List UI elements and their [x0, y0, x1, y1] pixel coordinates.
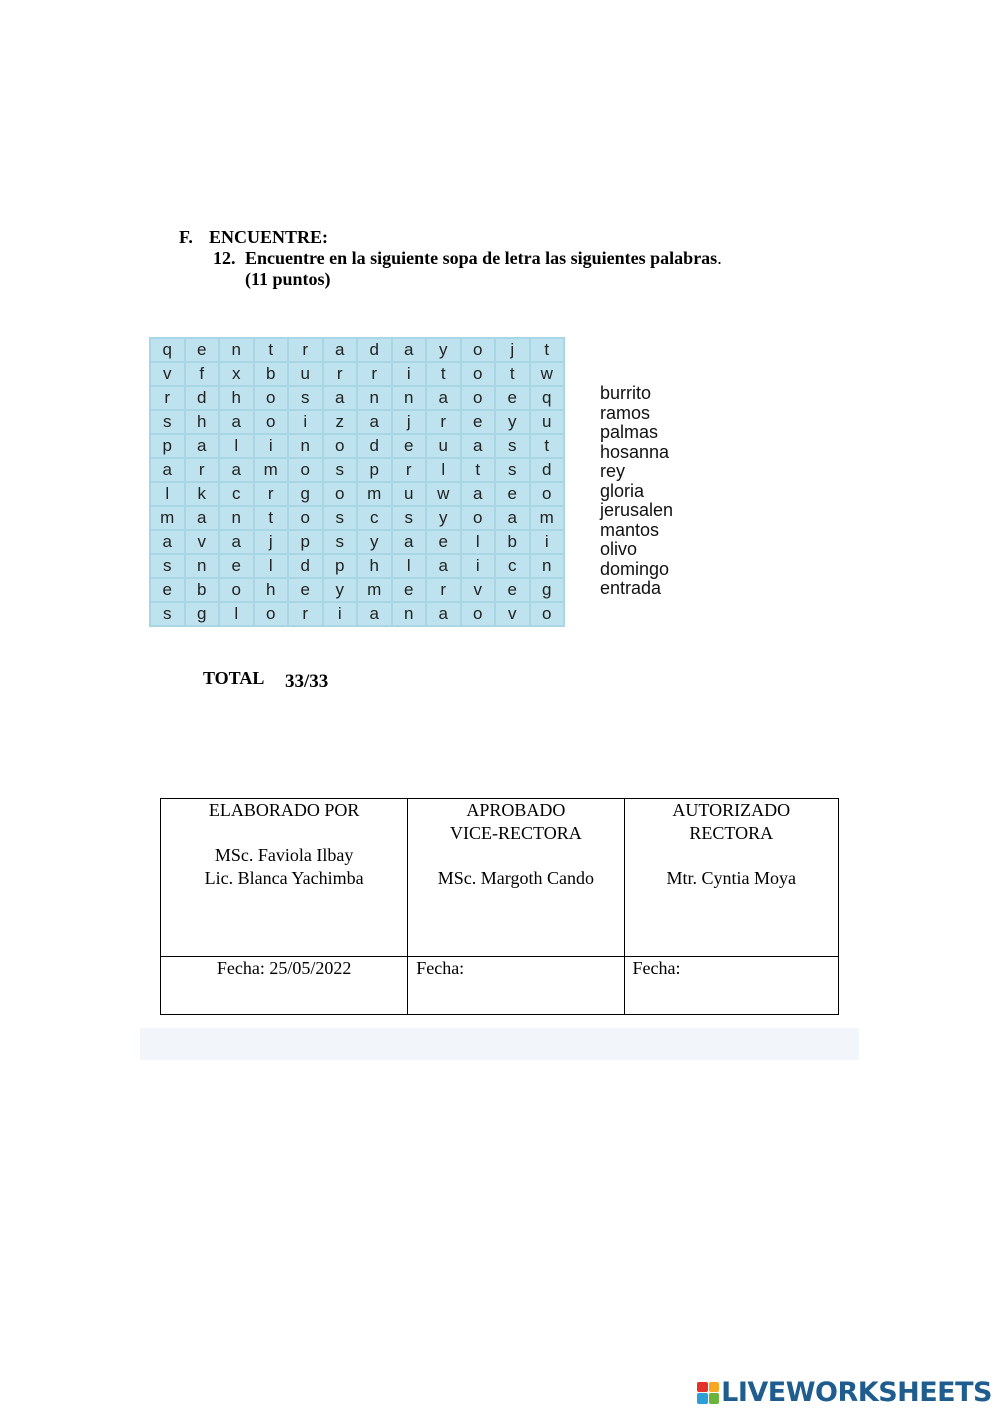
- grid-cell[interactable]: a: [496, 507, 529, 529]
- grid-cell[interactable]: r: [255, 483, 288, 505]
- section-heading: [179, 227, 328, 248]
- grid-cell[interactable]: p: [151, 435, 184, 457]
- grid-cell[interactable]: t: [496, 363, 529, 385]
- grid-cell[interactable]: l: [462, 531, 495, 553]
- grid-cell[interactable]: v: [462, 579, 495, 601]
- grid-cell[interactable]: a: [393, 531, 426, 553]
- word-list-item: mantos: [600, 519, 660, 540]
- word-list-item: hosanna: [600, 441, 670, 462]
- word-list-item: rey: [600, 461, 626, 481]
- grid-cell[interactable]: u: [393, 483, 426, 505]
- grid-cell[interactable]: w: [427, 483, 460, 505]
- autorizado-title: AUTORIZADO: [672, 800, 791, 820]
- signature-table: [160, 798, 839, 1015]
- grid-cell[interactable]: m: [358, 579, 391, 601]
- grid-cell[interactable]: i: [462, 555, 495, 577]
- grid-cell[interactable]: l: [255, 555, 288, 577]
- grid-cell[interactable]: s: [151, 555, 184, 577]
- grid-cell[interactable]: h: [255, 579, 288, 601]
- word-list-item: entrada: [600, 578, 662, 598]
- section-letter: F.: [179, 227, 193, 247]
- grid-cell[interactable]: l: [220, 603, 253, 625]
- grid-cell[interactable]: d: [186, 387, 219, 409]
- grid-cell[interactable]: r: [358, 363, 391, 385]
- grid-cell[interactable]: n: [358, 387, 391, 409]
- grid-cell[interactable]: i: [289, 411, 322, 433]
- word-list-item: burrito: [600, 383, 652, 403]
- grid-cell[interactable]: o: [462, 363, 495, 385]
- grid-cell[interactable]: x: [220, 363, 253, 385]
- grid-cell[interactable]: k: [186, 483, 219, 505]
- grid-cell[interactable]: n: [289, 435, 322, 457]
- word-list-item: palmas: [600, 422, 659, 442]
- grid-cell[interactable]: o: [289, 459, 322, 481]
- grid-cell[interactable]: d: [358, 435, 391, 457]
- aprobado-name: MSc. Margoth Cando: [437, 867, 594, 888]
- grid-cell[interactable]: c: [496, 555, 529, 577]
- grid-cell[interactable]: n: [393, 387, 426, 409]
- grid-cell[interactable]: a: [462, 483, 495, 505]
- total-score-line: [203, 668, 328, 690]
- grid-cell[interactable]: e: [151, 579, 184, 601]
- grid-cell[interactable]: e: [496, 387, 529, 409]
- brand-name: LIVEWORKSHEETS: [721, 1377, 992, 1408]
- autorizado-name: Mtr. Cyntia Moya: [666, 867, 797, 888]
- total-label: TOTAL: [203, 668, 265, 688]
- grid-cell[interactable]: i: [393, 363, 426, 385]
- grid-cell[interactable]: o: [462, 339, 495, 361]
- grid-cell[interactable]: j: [255, 531, 288, 553]
- grid-cell[interactable]: a: [393, 339, 426, 361]
- grid-cell[interactable]: m: [151, 507, 184, 529]
- grid-cell[interactable]: v: [186, 531, 219, 553]
- grid-cell[interactable]: o: [462, 603, 495, 625]
- grid-cell[interactable]: o: [324, 483, 357, 505]
- grid-cell[interactable]: r: [151, 387, 184, 409]
- grid-cell[interactable]: t: [255, 339, 288, 361]
- grid-cell[interactable]: l: [151, 483, 184, 505]
- grid-cell[interactable]: y: [427, 339, 460, 361]
- grid-cell[interactable]: e: [289, 579, 322, 601]
- grid-cell[interactable]: r: [289, 603, 322, 625]
- grid-cell[interactable]: p: [358, 459, 391, 481]
- liveworksheets-brand[interactable]: [697, 1377, 992, 1408]
- grid-cell[interactable]: r: [427, 411, 460, 433]
- grid-cell[interactable]: a: [358, 411, 391, 433]
- grid-cell[interactable]: l: [220, 435, 253, 457]
- question-points: (11 puntos): [245, 269, 331, 289]
- grid-cell[interactable]: e: [462, 411, 495, 433]
- grid-cell[interactable]: r: [289, 339, 322, 361]
- grid-cell[interactable]: f: [186, 363, 219, 385]
- grid-cell[interactable]: g: [531, 579, 564, 601]
- question-period: .: [717, 248, 722, 268]
- grid-cell[interactable]: q: [151, 339, 184, 361]
- grid-cell[interactable]: a: [220, 411, 253, 433]
- grid-cell[interactable]: r: [186, 459, 219, 481]
- elaborado-title: ELABORADO POR: [208, 800, 360, 820]
- grid-cell[interactable]: p: [324, 555, 357, 577]
- grid-cell[interactable]: l: [393, 555, 426, 577]
- grid-cell[interactable]: o: [462, 507, 495, 529]
- autorizado-role: RECTORA: [689, 822, 774, 843]
- elaborado-name-2: Lic. Blanca Yachimba: [204, 867, 364, 888]
- grid-cell[interactable]: a: [427, 555, 460, 577]
- grid-cell[interactable]: o: [289, 507, 322, 529]
- word-list-item: domingo: [600, 558, 670, 579]
- grid-cell[interactable]: b: [255, 363, 288, 385]
- answer-bar: [140, 1028, 859, 1060]
- grid-cell[interactable]: i: [531, 531, 564, 553]
- grid-cell[interactable]: e: [496, 483, 529, 505]
- grid-cell[interactable]: n: [393, 603, 426, 625]
- grid-cell[interactable]: e: [427, 531, 460, 553]
- grid-cell[interactable]: j: [496, 339, 529, 361]
- grid-cell[interactable]: a: [358, 603, 391, 625]
- grid-cell[interactable]: n: [220, 339, 253, 361]
- grid-cell[interactable]: a: [427, 603, 460, 625]
- elaborado-cell: [161, 799, 408, 957]
- grid-cell[interactable]: c: [220, 483, 253, 505]
- grid-cell[interactable]: a: [220, 531, 253, 553]
- grid-cell[interactable]: t: [531, 435, 564, 457]
- grid-cell[interactable]: z: [324, 411, 357, 433]
- total-score: 33/33: [285, 671, 329, 692]
- grid-cell[interactable]: t: [462, 459, 495, 481]
- aprobado-title: APROBADO: [466, 800, 566, 820]
- aprobado-date: Fecha:: [408, 957, 624, 1015]
- grid-cell[interactable]: l: [427, 459, 460, 481]
- grid-cell[interactable]: s: [151, 411, 184, 433]
- grid-cell[interactable]: d: [358, 339, 391, 361]
- grid-cell[interactable]: a: [324, 387, 357, 409]
- liveworksheets-logo-icon: [697, 1382, 719, 1404]
- grid-cell[interactable]: r: [324, 363, 357, 385]
- question-number: 12.: [213, 248, 236, 268]
- grid-cell[interactable]: b: [186, 579, 219, 601]
- grid-cell[interactable]: e: [393, 435, 426, 457]
- grid-cell[interactable]: t: [255, 507, 288, 529]
- grid-cell[interactable]: g: [289, 483, 322, 505]
- grid-cell[interactable]: y: [427, 507, 460, 529]
- grid-cell[interactable]: e: [393, 579, 426, 601]
- grid-cell[interactable]: p: [289, 531, 322, 553]
- grid-cell[interactable]: g: [186, 603, 219, 625]
- grid-cell[interactable]: e: [220, 555, 253, 577]
- grid-cell[interactable]: o: [255, 603, 288, 625]
- grid-cell[interactable]: o: [255, 411, 288, 433]
- grid-cell[interactable]: q: [531, 387, 564, 409]
- elaborado-date: Fecha: 25/05/2022: [161, 957, 408, 1015]
- grid-cell[interactable]: s: [393, 507, 426, 529]
- grid-cell[interactable]: a: [220, 459, 253, 481]
- word-list-item: jerusalen: [600, 500, 674, 520]
- grid-cell[interactable]: a: [186, 507, 219, 529]
- grid-cell[interactable]: b: [496, 531, 529, 553]
- grid-cell[interactable]: o: [255, 387, 288, 409]
- grid-cell[interactable]: o: [462, 387, 495, 409]
- grid-cell[interactable]: h: [186, 411, 219, 433]
- grid-cell[interactable]: a: [186, 435, 219, 457]
- word-list-item: ramos: [600, 402, 651, 423]
- grid-cell[interactable]: h: [358, 555, 391, 577]
- grid-cell[interactable]: m: [531, 507, 564, 529]
- grid-cell[interactable]: t: [531, 339, 564, 361]
- grid-cell[interactable]: a: [324, 339, 357, 361]
- grid-cell[interactable]: y: [358, 531, 391, 553]
- grid-cell[interactable]: y: [496, 411, 529, 433]
- grid-cell[interactable]: s: [324, 459, 357, 481]
- grid-cell[interactable]: j: [393, 411, 426, 433]
- grid-cell[interactable]: s: [324, 507, 357, 529]
- grid-cell[interactable]: v: [151, 363, 184, 385]
- grid-cell[interactable]: n: [531, 555, 564, 577]
- grid-cell[interactable]: a: [151, 459, 184, 481]
- aprobado-cell: [408, 799, 624, 957]
- autorizado-cell: [624, 799, 838, 957]
- grid-cell[interactable]: u: [427, 435, 460, 457]
- elaborado-name-1: MSc. Faviola Ilbay: [214, 845, 354, 865]
- grid-cell[interactable]: r: [393, 459, 426, 481]
- grid-cell[interactable]: o: [324, 435, 357, 457]
- grid-cell[interactable]: e: [186, 339, 219, 361]
- grid-cell[interactable]: m: [255, 459, 288, 481]
- grid-cell[interactable]: y: [324, 579, 357, 601]
- word-list: [600, 384, 673, 599]
- autorizado-date: Fecha:: [624, 957, 838, 1015]
- grid-cell[interactable]: a: [462, 435, 495, 457]
- grid-cell[interactable]: v: [496, 603, 529, 625]
- grid-cell[interactable]: i: [324, 603, 357, 625]
- grid-cell[interactable]: n: [220, 507, 253, 529]
- grid-cell[interactable]: h: [220, 387, 253, 409]
- grid-cell[interactable]: c: [358, 507, 391, 529]
- grid-cell[interactable]: t: [427, 363, 460, 385]
- grid-cell[interactable]: d: [531, 459, 564, 481]
- grid-cell[interactable]: o: [531, 603, 564, 625]
- grid-cell[interactable]: a: [427, 387, 460, 409]
- grid-cell[interactable]: n: [186, 555, 219, 577]
- grid-cell[interactable]: s: [324, 531, 357, 553]
- grid-cell[interactable]: m: [358, 483, 391, 505]
- section-title: ENCUENTRE:: [209, 227, 329, 247]
- grid-cell[interactable]: i: [255, 435, 288, 457]
- grid-cell[interactable]: e: [496, 579, 529, 601]
- question-12: [213, 248, 722, 290]
- grid-cell[interactable]: o: [220, 579, 253, 601]
- word-list-item: gloria: [600, 480, 645, 501]
- word-search-grid[interactable]: [149, 337, 565, 627]
- grid-cell[interactable]: a: [151, 531, 184, 553]
- grid-cell[interactable]: u: [531, 411, 564, 433]
- word-list-item: olivo: [600, 539, 638, 559]
- grid-cell[interactable]: w: [531, 363, 564, 385]
- grid-cell[interactable]: s: [289, 387, 322, 409]
- grid-cell[interactable]: o: [531, 483, 564, 505]
- aprobado-role: VICE-RECTORA: [450, 822, 582, 843]
- question-text: Encuentre en la siguiente sopa de letra las siguientes palabras: [245, 248, 718, 268]
- grid-cell[interactable]: d: [289, 555, 322, 577]
- grid-cell[interactable]: s: [496, 435, 529, 457]
- grid-cell[interactable]: u: [289, 363, 322, 385]
- grid-cell[interactable]: s: [151, 603, 184, 625]
- grid-cell[interactable]: r: [427, 579, 460, 601]
- grid-cell[interactable]: s: [496, 459, 529, 481]
